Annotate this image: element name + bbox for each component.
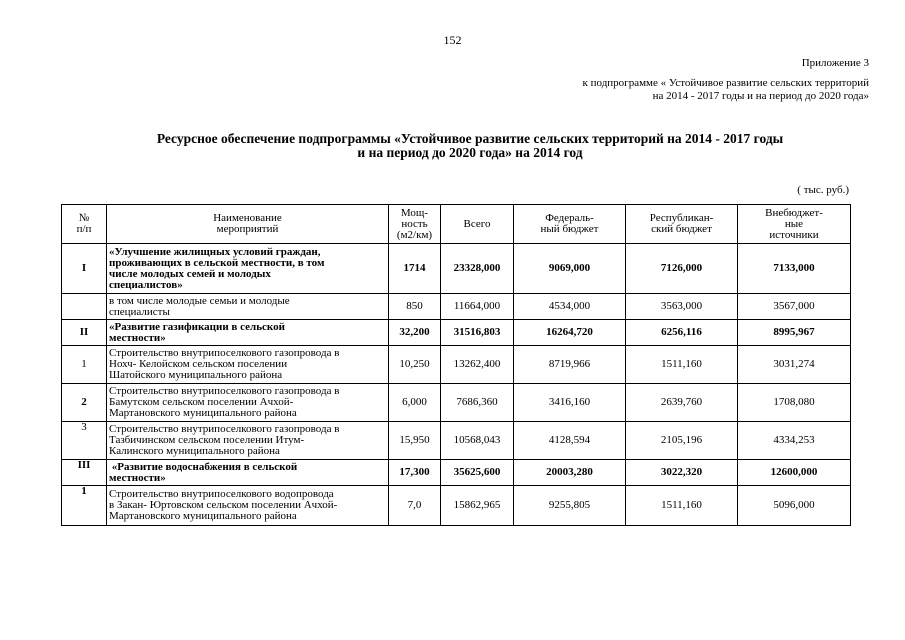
header-republic: Республикан- ский бюджет — [626, 205, 738, 244]
row-power: 1714 — [389, 244, 441, 294]
row-total: 31516,803 — [441, 320, 514, 346]
row-power: 10,250 — [389, 346, 441, 384]
row-extra: 5096,000 — [738, 486, 851, 526]
row-extra: 1708,080 — [738, 384, 851, 422]
row-name: Строительство внутрипоселкового газопровода в Бамутском сельском поселении Ачхой- Мартановского муниципального района — [107, 384, 389, 422]
header-extra: Внебюджет- ные источники — [738, 205, 851, 244]
resource-table — [61, 204, 851, 526]
row-power: 17,300 — [389, 460, 441, 486]
row-num: 1 — [62, 346, 107, 384]
appendix-header — [583, 57, 869, 103]
page-number: 152 — [443, 33, 462, 47]
row-republic: 2105,196 — [626, 422, 738, 460]
row-name: Строительство внутрипоселкового водопровода в Закан- Юртовском сельском поселении Ачхой- Мартановского муниципального района — [107, 486, 389, 526]
row-federal: 4128,594 — [514, 422, 626, 460]
row-republic: 3022,320 — [626, 460, 738, 486]
table-row — [62, 320, 851, 346]
row-power: 15,950 — [389, 422, 441, 460]
row-extra: 7133,000 — [738, 244, 851, 294]
header-power: Мощ- ность (м2/км) — [389, 205, 441, 244]
table-row — [62, 346, 851, 384]
table-row — [62, 244, 851, 294]
row-extra: 3031,274 — [738, 346, 851, 384]
row-federal: 3416,160 — [514, 384, 626, 422]
row-total: 7686,360 — [441, 384, 514, 422]
row-num: I — [62, 244, 107, 294]
row-federal: 8719,966 — [514, 346, 626, 384]
header-total: Всего — [441, 205, 514, 244]
row-republic: 2639,760 — [626, 384, 738, 422]
row-power: 850 — [389, 294, 441, 320]
document-title-line-1: Ресурсное обеспечение подпрограммы «Устойчивое развитие сельских территорий на 2014 - 2017 годы — [156, 131, 784, 146]
row-power: 7,0 — [389, 486, 441, 526]
header-num: № п/п — [62, 205, 107, 244]
table-row — [62, 460, 851, 486]
row-name: «Развитие газификации в сельской местности» — [107, 320, 389, 346]
table-header-row — [62, 205, 851, 244]
row-power: 32,200 — [389, 320, 441, 346]
document-title-line-2: и на период до 2020 года» на 2014 год — [357, 145, 583, 160]
row-num: 3 — [62, 422, 107, 460]
row-num: 2 — [62, 384, 107, 422]
row-extra: 3567,000 — [738, 294, 851, 320]
appendix-line-1: к подпрограмме « Устойчивое развитие сельских территорий — [582, 77, 869, 89]
row-republic: 3563,000 — [626, 294, 738, 320]
row-republic: 6256,116 — [626, 320, 738, 346]
row-extra: 12600,000 — [738, 460, 851, 486]
appendix-line-2: на 2014 - 2017 годы и на период до 2020 года» — [652, 90, 869, 102]
row-federal: 20003,280 — [514, 460, 626, 486]
row-federal: 4534,000 — [514, 294, 626, 320]
row-federal: 9255,805 — [514, 486, 626, 526]
document-title — [0, 132, 905, 160]
header-name: Наименование мероприятий — [107, 205, 389, 244]
row-total: 23328,000 — [441, 244, 514, 294]
units-note: ( тыс. руб.) — [797, 184, 849, 196]
row-federal: 9069,000 — [514, 244, 626, 294]
row-name: «Улучшение жилищных условий граждан, проживающих в сельской местности, в том числе молодых семей и молодых специалистов» — [107, 244, 389, 294]
row-extra: 8995,967 — [738, 320, 851, 346]
row-num: II — [62, 320, 107, 346]
row-power: 6,000 — [389, 384, 441, 422]
row-name: в том числе молодые семьи и молодые специалисты — [107, 294, 389, 320]
row-name: «Развитие водоснабжения в сельской местности» — [107, 460, 389, 486]
row-federal: 16264,720 — [514, 320, 626, 346]
table-row — [62, 486, 851, 526]
table-row — [62, 422, 851, 460]
row-num: III — [62, 460, 107, 486]
row-name: Строительство внутрипоселкового газопровода в Тазбичинском сельском поселении Итум- Калинского муниципального района — [107, 422, 389, 460]
row-republic: 7126,000 — [626, 244, 738, 294]
header-federal: Федераль- ный бюджет — [514, 205, 626, 244]
row-name: Строительство внутрипоселкового газопровода в Нохч- Келойском сельском поселении Шатойского муниципального района — [107, 346, 389, 384]
row-republic: 1511,160 — [626, 486, 738, 526]
row-num: 1 — [62, 486, 107, 526]
table-row — [62, 384, 851, 422]
row-total: 35625,600 — [441, 460, 514, 486]
row-extra: 4334,253 — [738, 422, 851, 460]
appendix-title: Приложение 3 — [801, 57, 869, 69]
row-republic: 1511,160 — [626, 346, 738, 384]
row-total: 10568,043 — [441, 422, 514, 460]
row-total: 15862,965 — [441, 486, 514, 526]
row-total: 11664,000 — [441, 294, 514, 320]
row-num — [62, 294, 107, 320]
table-row — [62, 294, 851, 320]
row-total: 13262,400 — [441, 346, 514, 384]
